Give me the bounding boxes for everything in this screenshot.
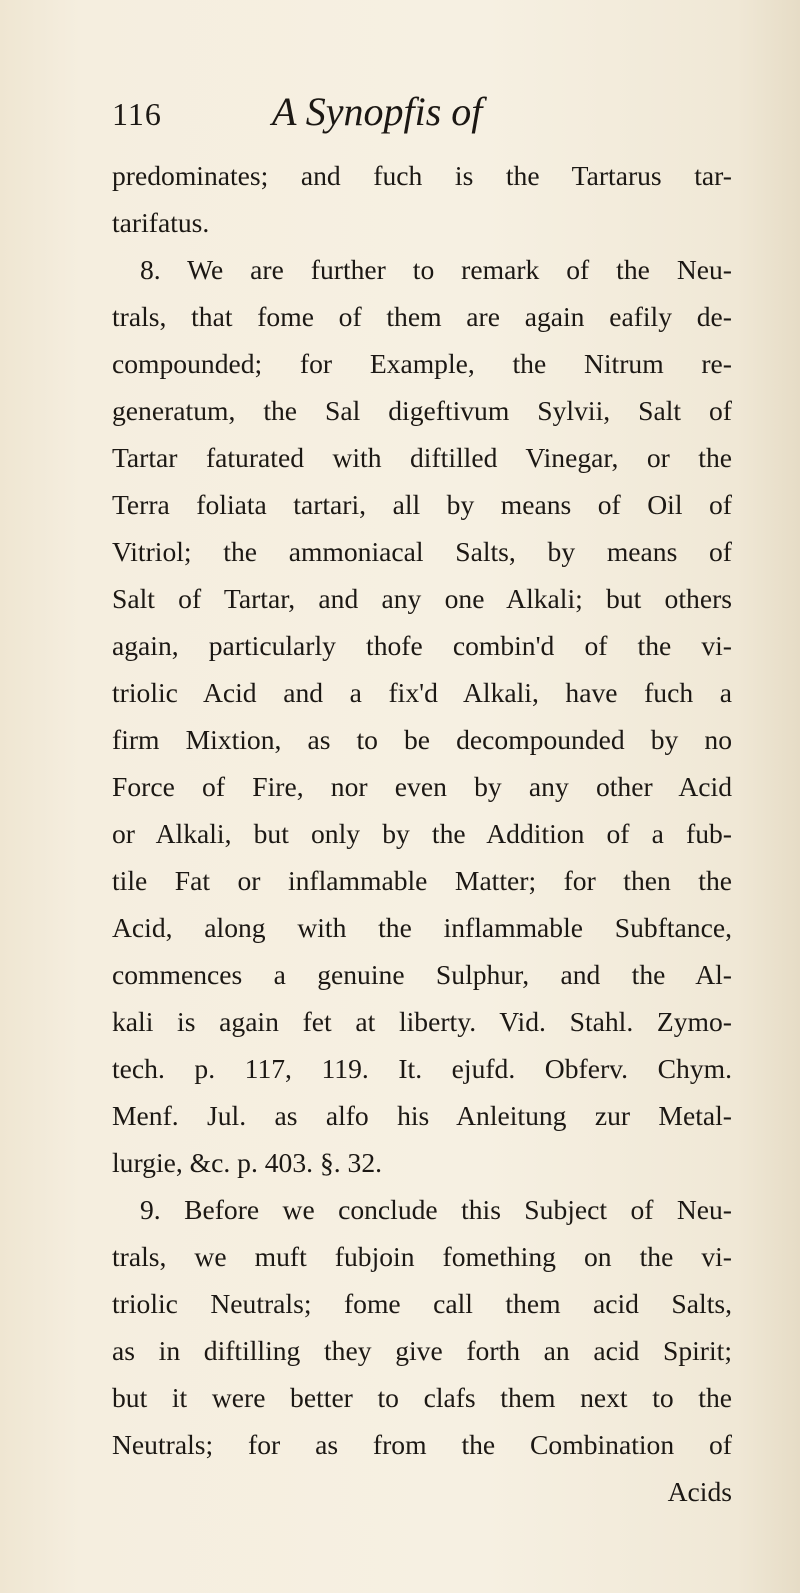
text-line: but it were better to clafs them next to the: [112, 1382, 732, 1413]
text-line: commences a genuine Sulphur, and the Al-: [112, 959, 732, 990]
text-line: tile Fat or inflammable Matter; for then the: [112, 865, 732, 896]
text-line: Terra foliata tartari, all by means of Oil of: [112, 489, 732, 520]
text-line: Acid, along with the inflammable Subftance,: [112, 912, 732, 943]
page-header: [112, 88, 672, 148]
text-line: trals, we muft fubjoin fomething on the vi-: [112, 1241, 732, 1272]
text-line: as in diftilling they give forth an acid Spirit;: [112, 1335, 732, 1366]
text-line: tarifatus.: [112, 207, 210, 238]
page-number: 116: [112, 96, 162, 132]
text-line: Force of Fire, nor even by any other Acid: [112, 771, 732, 802]
text-line: trals, that fome of them are again eafily de-: [112, 301, 732, 332]
text-line: firm Mixtion, as to be decompounded by no: [112, 724, 732, 755]
text-line: compounded; for Example, the Nitrum re-: [112, 348, 732, 379]
text-line: tech. p. 117, 119. It. ejufd. Obferv. Chym.: [112, 1053, 732, 1084]
text-line: 8. We are further to remark of the Neu-: [140, 254, 732, 285]
text-line: lurgie, &c. p. 403. §. 32.: [112, 1147, 383, 1178]
text-line: generatum, the Sal digeftivum Sylvii, Salt of: [112, 395, 732, 426]
text-line: 9. Before we conclude this Subject of Neu-: [140, 1194, 732, 1225]
text-line: Menf. Jul. as alfo his Anleitung zur Metal-: [112, 1100, 732, 1131]
text-line: predominates; and fuch is the Tartarus tar-: [112, 160, 732, 191]
catchword: Acids: [667, 1476, 732, 1507]
text-line: kali is again fet at liberty. Vid. Stahl. Zymo-: [112, 1006, 732, 1037]
running-title: A Synopfis of: [272, 89, 483, 134]
text-line: again, particularly thofe combin'd of the vi-: [112, 630, 732, 661]
text-line: Salt of Tartar, and any one Alkali; but others: [112, 583, 732, 614]
text-line: triolic Neutrals; fome call them acid Salts,: [112, 1288, 732, 1319]
text-line: triolic Acid and a fix'd Alkali, have fuch a: [112, 677, 732, 708]
text-line: or Alkali, but only by the Addition of a fub-: [112, 818, 732, 849]
text-line: Vitriol; the ammoniacal Salts, by means of: [112, 536, 732, 567]
text-line: Tartar faturated with diftilled Vinegar, or the: [112, 442, 732, 473]
body-text: [112, 152, 732, 1515]
text-line: Neutrals; for as from the Combination of: [112, 1429, 732, 1460]
